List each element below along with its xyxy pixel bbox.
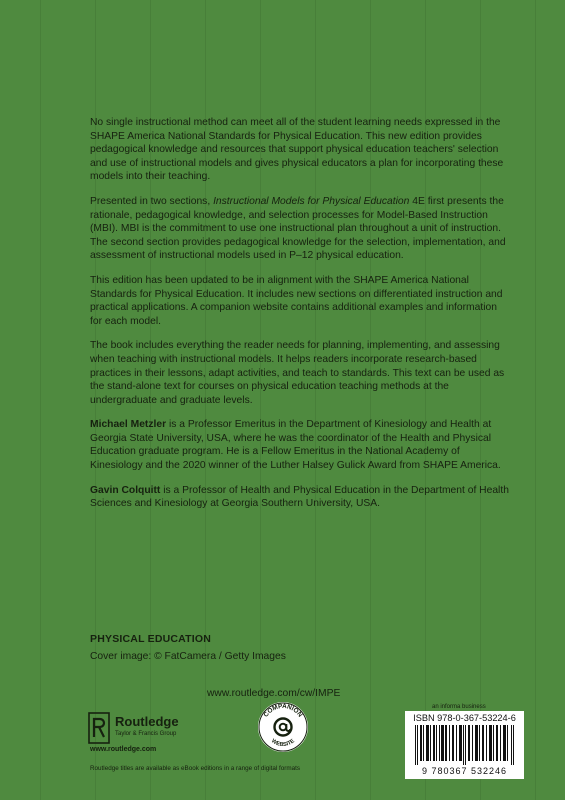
ebook-note: Routledge titles are available as eBook editions in a range of digital formats [90, 765, 301, 772]
barcode-digits: 9 780367 532246 [421, 766, 508, 776]
author-bio-1 [90, 418, 510, 472]
author-name-2: Gavin Colquitt [90, 484, 161, 496]
routledge-logo [88, 710, 198, 748]
description-paragraph-4: The book includes everything the reader needs for planning, implementing, and assessing when teaching with instructional models. It helps readers incorporate research-based practices in their lessons, adapt activities, and teach to standards. This text can be used as the stand-alone text for courses on physical education teaching methods at the undergraduate and graduate levels. [90, 340, 505, 406]
companion-website-badge-icon [256, 700, 310, 754]
publisher-url[interactable]: www.routledge.com [90, 746, 157, 753]
publisher-subline: Taylor & Francis Group [115, 731, 177, 737]
barcode-icon [415, 725, 515, 765]
companion-website-link[interactable]: www.routledge.com/cw/IMPE [207, 688, 341, 699]
p2-lead: Presented in two sections, [90, 195, 214, 207]
description-paragraph-3: This edition has been updated to be in alignment with the SHAPE America National Standards for Physical Education. It includes new sections on differentiated instruction and practical applications. A companion website contains additional examples and information for each model. [90, 274, 503, 327]
p2-rest: 4E first presents the rationale, pedagogical knowledge, and selection processes for Model-Based Instruction (MBI). MBI is the commitment to use one instructional plan throughout a unit of instruction. The second section provides pedagogical knowledge for the selection, implementation, and assessment of instructional models used in P–12 physical education. [90, 195, 506, 262]
isbn-number: ISBN 978-0-367-53224-6 [413, 713, 516, 723]
informa-tagline: an informa business [432, 704, 486, 710]
isbn-barcode [405, 711, 524, 779]
companion-top-text: COMPANION [262, 702, 304, 719]
publisher-name: Routledge [115, 714, 179, 729]
book-title-italic: Instructional Models for Physical Education [213, 195, 410, 207]
back-cover-text [90, 116, 510, 522]
subject-category: PHYSICAL EDUCATION [90, 633, 212, 645]
author-bio-text-2: is a Professor of Health and Physical Education in the Department of Health Sciences and Kinesiology at Georgia Southern University, USA. [90, 484, 509, 510]
cover-credit: Cover image: © FatCamera / Getty Images [90, 651, 286, 662]
companion-bottom-text: WEBSITE [270, 738, 296, 749]
routledge-mark-icon [88, 712, 110, 744]
author-bio-2 [90, 484, 510, 511]
author-name-1: Michael Metzler [90, 419, 167, 431]
description-paragraph-2 [90, 195, 510, 263]
author-bio-text-1: is a Professor Emeritus in the Department of Kinesiology and Health at Georgia State University, USA, where he was the coordinator of the Health and Physical Education graduate program. He is a Fellow Emeritus in the National Academy of Kinesiology and the 2020 winner of the Luther Halsey Gulick Award from SHAPE America. [90, 419, 501, 472]
description-paragraph-1: No single instructional method can meet all of the student learning needs expressed in the SHAPE America National Standards for Physical Education. This new edition provides pedagogical knowledge and resources that support physical education teachers' selection and use of instructional models and gives physical educators a plan for incorporating these models into their teaching. [90, 117, 504, 183]
